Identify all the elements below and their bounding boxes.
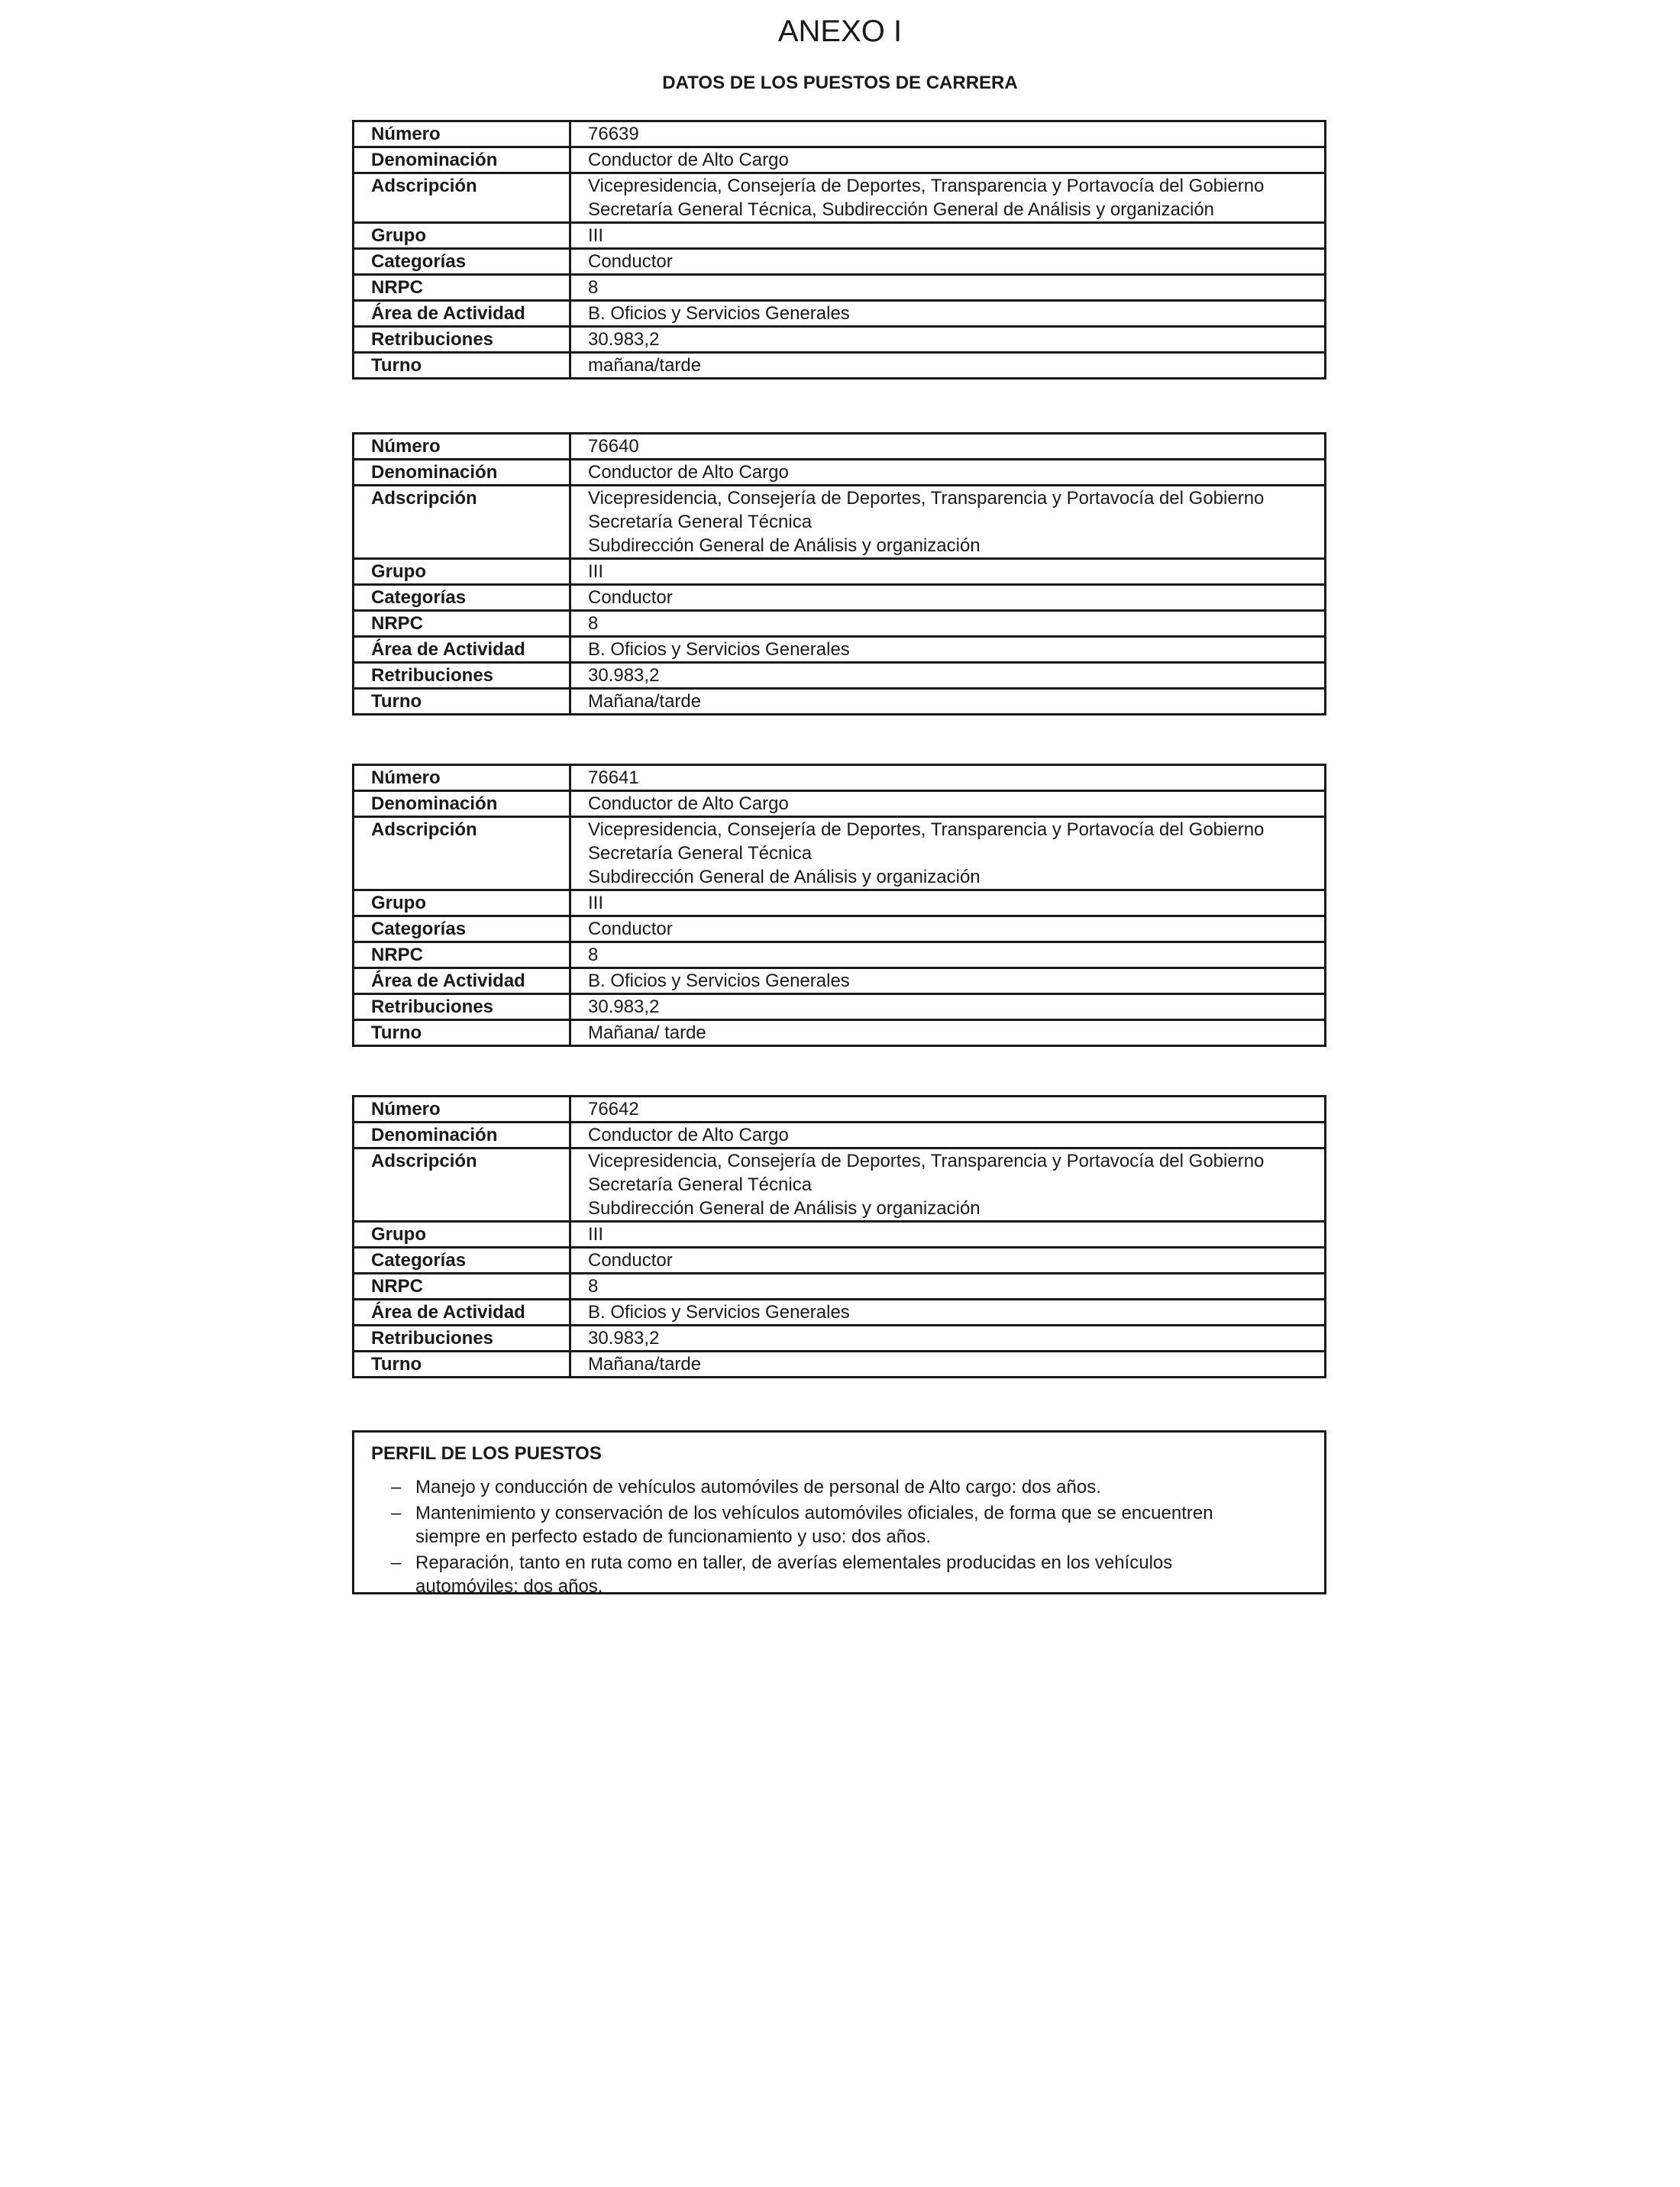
label-grupo: Grupo: [354, 890, 570, 916]
label-adscripcion: Adscripción: [354, 173, 570, 223]
label-retribuciones: Retribuciones: [354, 663, 570, 689]
value-turno: Mañana/tarde: [570, 689, 1326, 715]
row-categorias: [354, 916, 1326, 942]
value-turno: mañana/tarde: [570, 353, 1326, 379]
value-denominacion: Conductor de Alto Cargo: [570, 1123, 1326, 1148]
perfil-title: PERFIL DE LOS PUESTOS: [371, 1443, 602, 1464]
row-retribuciones: [354, 994, 1326, 1020]
row-grupo: [354, 223, 1326, 249]
value-categorias: Conductor: [570, 585, 1326, 611]
adscripcion-line: Vicepresidencia, Consejería de Deportes, Transparencia y Portavocía del Gobierno: [588, 488, 1265, 509]
value-area: B. Oficios y Servicios Generales: [570, 968, 1326, 994]
label-turno: Turno: [354, 1352, 570, 1378]
adscripcion-line: Subdirección General de Análisis y organización: [588, 1198, 981, 1219]
label-retribuciones: Retribuciones: [354, 994, 570, 1020]
perfil-item-text: Mantenimiento y conservación de los vehículos automóviles oficiales, de forma que se encuentren siempre en perfecto estado de funcionamiento y uso: dos años.: [415, 1503, 1213, 1547]
row-nrpc: [354, 1274, 1326, 1300]
label-nrpc: NRPC: [354, 1274, 570, 1300]
label-adscripcion: Adscripción: [354, 1148, 570, 1222]
label-numero: Número: [354, 765, 570, 791]
value-numero: 76642: [570, 1097, 1326, 1123]
label-categorias: Categorías: [354, 249, 570, 275]
value-area: B. Oficios y Servicios Generales: [570, 1300, 1326, 1326]
row-categorias: [354, 585, 1326, 611]
dash-bullet: –: [391, 1503, 402, 1523]
label-area: Área de Actividad: [354, 637, 570, 663]
row-nrpc: [354, 942, 1326, 968]
row-retribuciones: [354, 663, 1326, 689]
row-adscripcion: [354, 486, 1326, 559]
puesto-table: [352, 1095, 1326, 1378]
label-turno: Turno: [354, 353, 570, 379]
row-denominacion: [354, 147, 1326, 173]
value-categorias: Conductor: [570, 1248, 1326, 1274]
dash-bullet: –: [391, 1477, 402, 1497]
value-denominacion: Conductor de Alto Cargo: [570, 147, 1326, 173]
label-numero: Número: [354, 1097, 570, 1123]
label-grupo: Grupo: [354, 223, 570, 249]
label-denominacion: Denominación: [354, 460, 570, 486]
row-adscripcion: [354, 1148, 1326, 1222]
row-retribuciones: [354, 327, 1326, 353]
label-adscripcion: Adscripción: [354, 486, 570, 559]
value-grupo: III: [570, 1222, 1326, 1248]
perfil-box: [352, 1430, 1326, 1597]
row-area: [354, 301, 1326, 327]
value-adscripcion: [570, 1148, 1326, 1222]
perfil-item: [371, 1551, 1278, 1598]
perfil-item: [371, 1501, 1278, 1549]
label-nrpc: NRPC: [354, 275, 570, 301]
label-categorias: Categorías: [354, 1248, 570, 1274]
label-adscripcion: Adscripción: [354, 817, 570, 890]
puesto-table: [352, 764, 1326, 1047]
value-grupo: III: [570, 223, 1326, 249]
row-grupo: [354, 890, 1326, 916]
label-categorias: Categorías: [354, 585, 570, 611]
row-categorias: [354, 1248, 1326, 1274]
row-nrpc: [354, 275, 1326, 301]
row-turno: [354, 1352, 1326, 1378]
adscripcion-line: Vicepresidencia, Consejería de Deportes, Transparencia y Portavocía del Gobierno: [588, 176, 1265, 196]
label-nrpc: NRPC: [354, 611, 570, 637]
row-denominacion: [354, 791, 1326, 817]
row-area: [354, 637, 1326, 663]
row-numero: [354, 121, 1326, 147]
label-area: Área de Actividad: [354, 968, 570, 994]
value-retribuciones: 30.983,2: [570, 994, 1326, 1020]
label-denominacion: Denominación: [354, 791, 570, 817]
page-subtitle: DATOS DE LOS PUESTOS DE CARRERA: [662, 73, 1018, 93]
value-grupo: III: [570, 890, 1326, 916]
value-nrpc: 8: [570, 275, 1326, 301]
perfil-item-text: Reparación, tanto en ruta como en taller, de averías elementales producidas en los vehículos automóviles: dos años.: [415, 1552, 1173, 1597]
label-grupo: Grupo: [354, 1222, 570, 1248]
value-numero: 76641: [570, 765, 1326, 791]
row-turno: [354, 353, 1326, 379]
row-nrpc: [354, 611, 1326, 637]
label-retribuciones: Retribuciones: [354, 1326, 570, 1352]
row-categorias: [354, 249, 1326, 275]
adscripcion-line: Subdirección General de Análisis y organización: [588, 867, 981, 887]
page-title: ANEXO I: [777, 15, 903, 48]
puesto-table: [352, 120, 1326, 380]
adscripcion-line: Secretaría General Técnica: [588, 1174, 813, 1195]
row-numero: [354, 434, 1326, 460]
label-nrpc: NRPC: [354, 942, 570, 968]
label-turno: Turno: [354, 1020, 570, 1046]
adscripcion-line: Vicepresidencia, Consejería de Deportes, Transparencia y Portavocía del Gobierno: [588, 819, 1265, 840]
perfil-item-text: Manejo y conducción de vehículos automóviles de personal de Alto cargo: dos años.: [415, 1477, 1101, 1497]
label-area: Área de Actividad: [354, 301, 570, 327]
value-categorias: Conductor: [570, 249, 1326, 275]
label-area: Área de Actividad: [354, 1300, 570, 1326]
perfil-item: [371, 1475, 1278, 1499]
adscripcion-line: Vicepresidencia, Consejería de Deportes, Transparencia y Portavocía del Gobierno: [588, 1151, 1265, 1171]
row-turno: [354, 1020, 1326, 1046]
perfil-list: [371, 1475, 1307, 1598]
value-categorias: Conductor: [570, 916, 1326, 942]
value-adscripcion: [570, 173, 1326, 223]
label-denominacion: Denominación: [354, 1123, 570, 1148]
row-retribuciones: [354, 1326, 1326, 1352]
value-area: B. Oficios y Servicios Generales: [570, 637, 1326, 663]
row-denominacion: [354, 460, 1326, 486]
value-nrpc: 8: [570, 942, 1326, 968]
row-area: [354, 1300, 1326, 1326]
value-retribuciones: 30.983,2: [570, 663, 1326, 689]
row-area: [354, 968, 1326, 994]
value-adscripcion: [570, 486, 1326, 559]
value-nrpc: 8: [570, 611, 1326, 637]
label-numero: Número: [354, 121, 570, 147]
value-denominacion: Conductor de Alto Cargo: [570, 791, 1326, 817]
adscripcion-line: Subdirección General de Análisis y organización: [588, 535, 981, 556]
row-numero: [354, 765, 1326, 791]
value-turno: Mañana/ tarde: [570, 1020, 1326, 1046]
label-numero: Número: [354, 434, 570, 460]
value-turno: Mañana/tarde: [570, 1352, 1326, 1378]
value-grupo: III: [570, 559, 1326, 585]
value-retribuciones: 30.983,2: [570, 327, 1326, 353]
value-numero: 76640: [570, 434, 1326, 460]
row-turno: [354, 689, 1326, 715]
label-denominacion: Denominación: [354, 147, 570, 173]
label-categorias: Categorías: [354, 916, 570, 942]
value-adscripcion: [570, 817, 1326, 890]
value-nrpc: 8: [570, 1274, 1326, 1300]
value-retribuciones: 30.983,2: [570, 1326, 1326, 1352]
label-grupo: Grupo: [354, 559, 570, 585]
row-grupo: [354, 1222, 1326, 1248]
row-grupo: [354, 559, 1326, 585]
value-area: B. Oficios y Servicios Generales: [570, 301, 1326, 327]
row-adscripcion: [354, 817, 1326, 890]
adscripcion-line: Secretaría General Técnica: [588, 512, 813, 532]
row-adscripcion: [354, 173, 1326, 223]
adscripcion-line: Secretaría General Técnica: [588, 843, 813, 864]
puesto-table: [352, 432, 1326, 716]
label-retribuciones: Retribuciones: [354, 327, 570, 353]
value-numero: 76639: [570, 121, 1326, 147]
adscripcion-line: Secretaría General Técnica, Subdirección General de Análisis y organización: [588, 199, 1215, 220]
label-turno: Turno: [354, 689, 570, 715]
value-denominacion: Conductor de Alto Cargo: [570, 460, 1326, 486]
row-denominacion: [354, 1123, 1326, 1148]
row-numero: [354, 1097, 1326, 1123]
dash-bullet: –: [391, 1552, 402, 1573]
